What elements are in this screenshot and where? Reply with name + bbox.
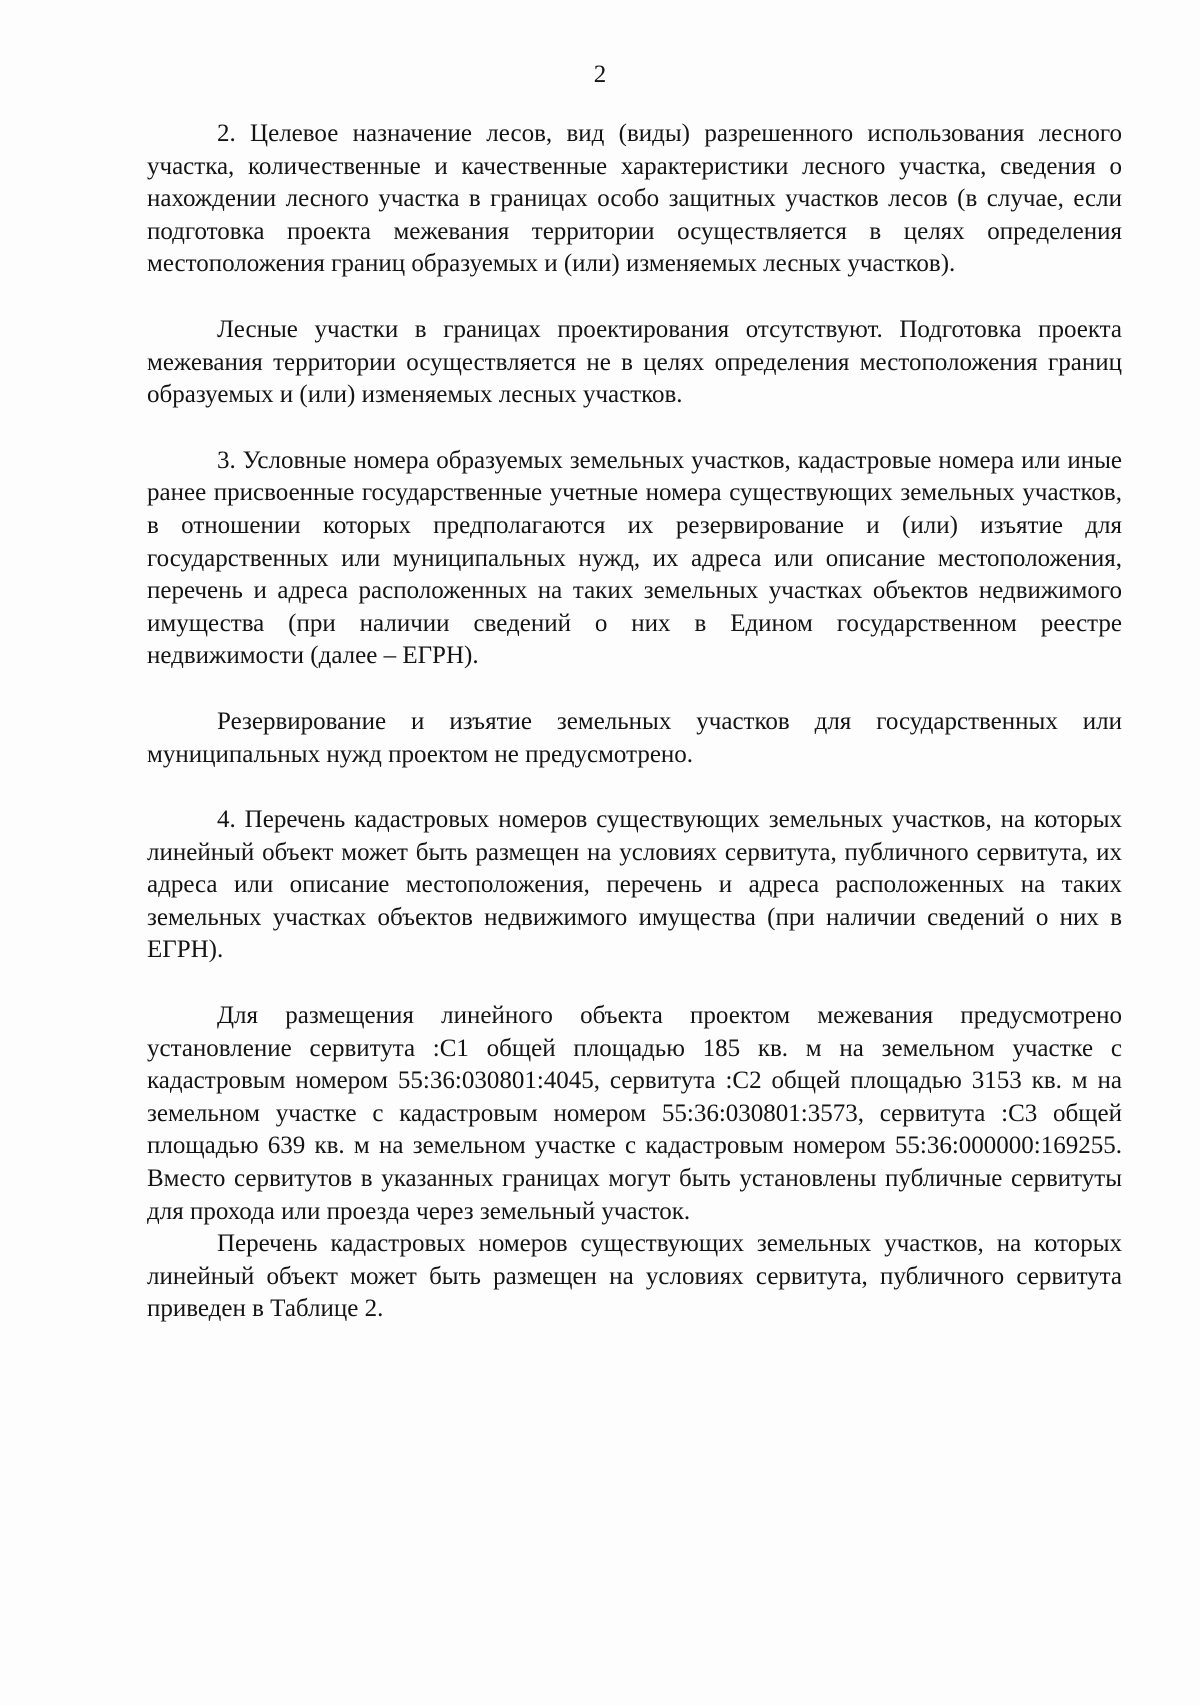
document-body — [147, 118, 1122, 1326]
paragraph-reservation-none: Резервирование и изъятие земельных участков для государственных или муниципальных нужд проектом не предусмотрено. — [147, 707, 1122, 768]
paragraph-servitude-heading: 4. Перечень кадастровых номеров существующих земельных участков, на которых линейный объект может быть размещен на условиях сервитута, публичного сервитута, их адреса или описание местоположения, перечень и адреса расположенных на таких земельных участках объектов недвижимого имущества (при наличии сведений о них в ЕГРН). — [147, 806, 1122, 964]
paragraph-table-reference: Перечень кадастровых номеров существующих земельных участков, на которых линейный объект может быть размещен на условиях сервитута, публичного сервитута приведен в Таблице 2. — [147, 1230, 1122, 1323]
paragraph-reservation-heading: 3. Условные номера образуемых земельных участков, кадастровые номера или иные ранее присвоенные государственные учетные номера существующих земельных участков, в отношении которых предполагаются их резервирование и (или) изъятие для государственных или муниципальных нужд, их адреса или описание местоположения, перечень и адреса расположенных на таких земельных участках объектов недвижимого имущества (при наличии сведений о них в Едином государственном реестре недвижимости (далее – ЕГРН). — [147, 446, 1122, 670]
page-number: 2 — [593, 61, 607, 88]
paragraph-forest-absent: Лесные участки в границах проектирования отсутствуют. Подготовка проекта межевания территории осуществляется не в целях определения местоположения границ образуемых и (или) изменяемых лесных участков. — [147, 315, 1122, 409]
paragraph-servitude-details: Для размещения линейного объекта проектом межевания предусмотрено установление сервитута :С1 общей площадью 185 кв. м на земельном участке с кадастровым номером 55:36:030801:4045, сервитута :С2 общей площадью 3153 кв. м на земельном участке с кадастровым номером 55:36:030801:3573, сервитута :С3 общей площадью 639 кв. м на земельном участке с кадастровым номером 55:36:000000:169255. Вместо сервитутов в указанных границах могут быть установлены публичные сервитуты для прохода или проезда через земельный участок. — [147, 1002, 1122, 1225]
paragraph-forest-purpose: 2. Целевое назначение лесов, вид (виды) разрешенного использования лесного участка, количественные и качественные характеристики лесного участка, сведения о нахождении лесного участка в границах особо защитных участков лесов (в случае, если подготовка проекта межевания территории осуществляется в целях определения местоположения границ образуемых и (или) изменяемых лесных участков). — [147, 120, 1122, 278]
